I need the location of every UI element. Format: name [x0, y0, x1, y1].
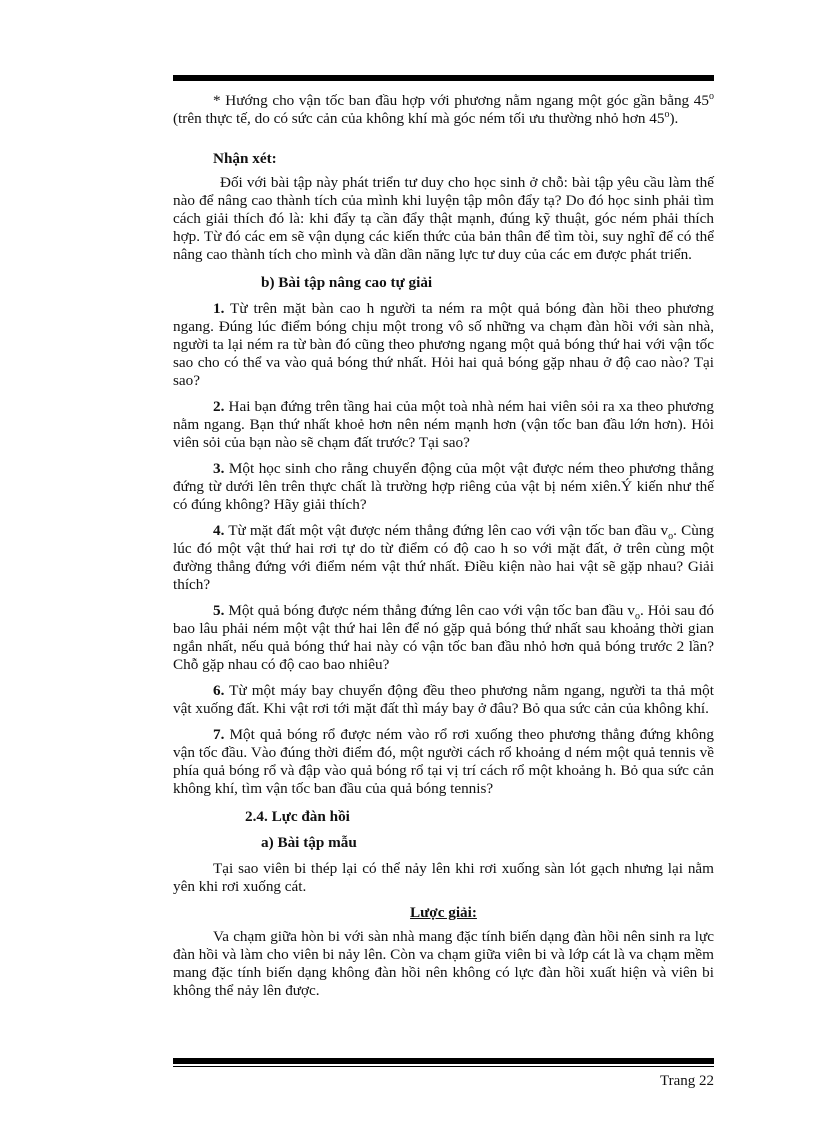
- solution-title: Lược giải:: [410, 904, 477, 921]
- section-b-heading: b) Bài tập nâng cao tự giải: [261, 274, 433, 291]
- exercise-number: 2.: [213, 398, 225, 415]
- angle-note: [173, 92, 714, 128]
- solution-body: Va chạm giữa hòn bi với sàn nhà mang đặc tính biến dạng đàn hồi nên sinh ra lực đàn hồi và làm cho viên bi nảy lên. Còn va chạm giữa viên bi và lớp cát là va chạm mềm mang đặc tính biến dạng không đàn hồi nên không có lực đàn hồi xuất hiện và viên bi không thể nảy lên được.: [173, 928, 714, 999]
- exercise-5: [173, 602, 714, 674]
- angle-note-sup-a: o: [709, 90, 714, 102]
- exercise-text: Từ trên mặt bàn cao h người ta ném ra một quả bóng đàn hồi theo phương ngang. Đúng lúc điểm bóng chịu một trong vô số những va chạm đàn hồi với sàn nhà, người ta lại ném ra từ bàn đó cũng theo phương ngang một quả bóng thứ hai với vận tốc sao cho có thể va vào quả bóng thứ nhất. Hỏi hai quả bóng gặp nhau ở độ cao nào? Tại sao?: [173, 300, 714, 389]
- exercise-2: [173, 398, 714, 452]
- angle-note-text-b: (trên thực tế, do có sức cản của không khí mà góc ném tối ưu thường nhỏ hơn 45: [173, 110, 665, 127]
- exercise-text-b: . Hỏi sau đó bao lâu phải ném một vật thứ hai lên để nó gặp quả bóng thứ nhất sau khoảng thời gian ngắn nhất, nếu quả bóng thứ hai này có vận tốc ban đầu nhỏ hơn quả bóng trước 2 lần? Chỗ gặp nhau có độ cao bao nhiêu?: [173, 602, 715, 673]
- angle-note-text-a: * Hướng cho vận tốc ban đầu hợp với phương nằm ngang một góc gần bằng 45: [213, 92, 709, 109]
- exercise-number: 7.: [213, 726, 225, 743]
- exercise-subscript: o: [668, 531, 674, 543]
- remark-body: Đối với bài tập này phát triển tư duy cho học sinh ở chỗ: bài tập yêu cầu làm thế nào để nâng cao thành tích của mình khi luyện tập môn đẩy tạ? Do đó học sinh phải tìm cách giải thích đó là: khi đẩy tạ cần đẩy thật mạnh, đúng kỹ thuật, góc ném phải thích hợp. Từ đó các em sẽ vận dụng các kiến thức của bản thân để tìm tòi, suy nghĩ để có thể nâng cao thành tích cho mình và dần dần năng lực tư duy của các em được phát triển.: [173, 174, 714, 263]
- exercise-text: Một học sinh cho rằng chuyển động của một vật được ném theo phương thẳng đứng từ dưới lên trên thực chất là trường hợp riêng của vật bị ném xiên.Ý kiến như thế có đúng không? Hãy giải thích?: [173, 460, 714, 513]
- sample-question: Tại sao viên bi thép lại có thể nảy lên khi rơi xuống sàn lót gạch nhưng lại nằm yên khi rơi xuống cát.: [173, 860, 714, 895]
- exercise-7: [173, 726, 714, 798]
- exercise-number: 1.: [213, 300, 225, 317]
- exercise-subscript: o: [634, 611, 640, 623]
- section-2-4-heading: 2.4. Lực đàn hồi: [245, 808, 350, 825]
- remark-title: Nhận xét:: [213, 150, 277, 167]
- header-rule: [173, 75, 714, 81]
- exercise-number: 4.: [213, 522, 225, 539]
- exercise-1: [173, 300, 714, 390]
- exercise-3: [173, 460, 714, 514]
- exercise-text: Từ một máy bay chuyển động đều theo phương nằm ngang, người ta thả một vật xuống đất. Khi vật rơi tới mặt đất thì máy bay ở đâu? Bỏ qua sức cản của không khí.: [173, 682, 714, 717]
- exercise-text: Hai bạn đứng trên tầng hai của một toà nhà ném hai viên sỏi ra xa theo phương nằm ngang. Bạn thứ nhất khoẻ hơn nên ném mạnh hơn (vận tốc ban đầu lớn hơn). Hỏi viên sỏi của bạn nào sẽ chạm đất trước? Tại sao?: [173, 398, 714, 451]
- exercise-number: 6.: [213, 682, 225, 699]
- footer-rule-thin: [173, 1066, 714, 1067]
- exercise-text-a: Từ mặt đất một vật được ném thẳng đứng lên cao với vận tốc ban đầu v: [224, 522, 669, 539]
- footer-rule: [173, 1058, 714, 1064]
- page-number: Trang 22: [659, 1073, 714, 1089]
- angle-note-text-c: ).: [669, 110, 679, 127]
- exercise-text-b: . Cùng lúc đó một vật thứ hai rơi tự do từ điểm có độ cao h so với mặt đất, ở trên cùng một đường thẳng đứng với điểm ném vật thứ nhất. Điều kiện nào hai vật sẽ gặp nhau? Giải thích?: [173, 522, 714, 593]
- exercise-text: Một quả bóng rổ được ném vào rổ rơi xuống theo phương thẳng đứng không vận tốc đầu. Vào đúng thời điểm đó, một người cách rổ khoảng d ném một quả tennis về phía quả bóng rổ và đập vào quả bóng rổ tại vị trí cách rổ một khoảng h. Bỏ qua sức cản không khí, tìm vận tốc ban đầu của quả bóng tennis?: [173, 726, 714, 797]
- exercise-number: 3.: [213, 460, 225, 477]
- exercise-6: [173, 682, 714, 718]
- exercise-text-a: Một quả bóng được ném thẳng đứng lên cao với vận tốc ban đầu v: [224, 602, 635, 619]
- page-content: [173, 92, 714, 1000]
- exercise-4: [173, 522, 714, 594]
- angle-note-sup-b: o: [664, 108, 670, 120]
- sample-exercise-heading: a) Bài tập mẫu: [261, 834, 357, 851]
- exercise-number: 5.: [213, 602, 225, 619]
